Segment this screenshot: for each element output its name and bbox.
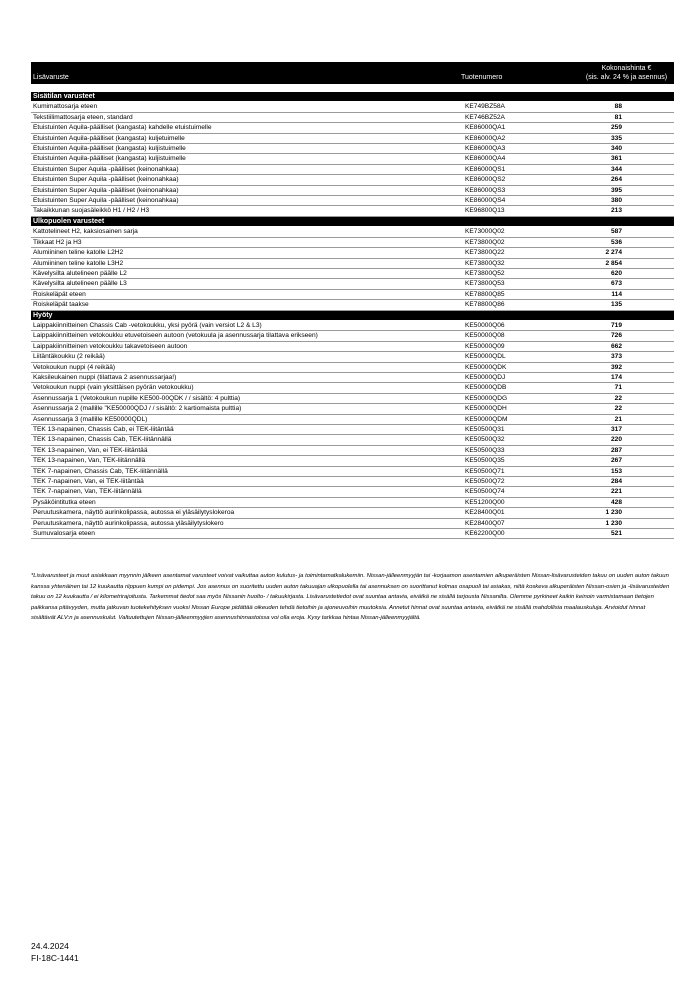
table-row xyxy=(31,529,674,539)
item-code: KE86000QS4 xyxy=(459,196,579,206)
item-code: KE50000Q08 xyxy=(459,331,579,341)
item-name: TEK 13-napainen, Van, ei TEK-liitäntää xyxy=(31,445,459,455)
table-row xyxy=(31,300,674,310)
item-price: 264 xyxy=(579,175,674,185)
price-list xyxy=(31,62,674,539)
item-price: 1 230 xyxy=(579,518,674,528)
item-price: 220 xyxy=(579,435,674,445)
item-code: KE96800Q13 xyxy=(459,206,579,216)
section-header xyxy=(31,310,674,320)
header-price-line1: Kokonaishinta € xyxy=(579,62,674,73)
item-name: Kumimattosarja eteen xyxy=(31,102,459,112)
table-row xyxy=(31,289,674,299)
item-code: KE50000QDM xyxy=(459,414,579,424)
item-code: KE86000QA2 xyxy=(459,133,579,143)
table-row xyxy=(31,154,674,164)
item-code: KE50000Q09 xyxy=(459,341,579,351)
table-row xyxy=(31,477,674,487)
item-name: TEK 7-napainen, Chassis Cab, TEK-liitännällä xyxy=(31,466,459,476)
item-name: Alumiininen teline katolle L2H2 xyxy=(31,248,459,258)
disclaimer-text: *Lisävarusteet ja muut asiakkaan myynnin jälkeen asentamat varusteet voivat vaikuttaa auton kulutus- ja toimintamatkalukemiin. Nissan-jälleenmyyjän tai -korjaamon asentamien alkuperäisten Nissan-lisävarusteiden takuu on uuden auton takuun kanssa yhtenäinen tai 12 kuukautta riippuen kumpi on pidempi. Jos asennus on suoritettu uuden auton takuuajan ulkopuolella tai asennuksen on suorittanut kolmas osapuoli tai asiakas, niitä koskeva alkuperäisten Nissan-osien ja -lisävarusteiden takuu on 12 kuukautta / ei kilometrirajoitusta. Tarkemmat tiedot saa myös Nissanin huolto- / takuukirjasta. Lisävarustetiedot ovat suuntaa antavia, eivätkä ne sisällä tarjousta Nissanilta. Olemme pyrkineet kaikin keinoin varmistamaan tietojen paikkansa pitävyyden, mutta jatkuvan tuotekehityksen vuoksi Nissan Europe pidättää oikeuden tehdä tietoihin ja ajoneuvoihin muutoksia. Annetut hinnat ovat suuntaa antavia, eivätkä ne sisällä mahdollisia maalauskuluja. Arvioidut hinnat sisältävät ALV:n ja asennuskulut. Valtuutettujen Nissan-jälleenmyyjien asennushinnastoissa voi olla eroja. Kysy tarkkaa hintaa Nissan-jälleenmyyjältä. xyxy=(31,573,670,621)
item-price: 587 xyxy=(579,227,674,237)
item-name: Vetokoukun nuppi (vain yksittäisen pyörän vetokoukku) xyxy=(31,383,459,393)
item-code: KE86000QA1 xyxy=(459,123,579,133)
item-price: 22 xyxy=(579,404,674,414)
item-name: Etuistuinten Aquila-päälliset (kangasta) kuljistuimelle xyxy=(31,144,459,154)
item-name: Pysäköintitutka eteen xyxy=(31,497,459,507)
item-name: Laippakiinnitteinen Chassis Cab -vetokoukku, yksi pyörä (vain versiot L2 & L3) xyxy=(31,320,459,330)
item-name: Etuistuinten Super Aquila -päälliset (keinonahkaa) xyxy=(31,164,459,174)
section-title: Sisätilan varusteet xyxy=(31,92,674,102)
table-row xyxy=(31,362,674,372)
table-row xyxy=(31,268,674,278)
header-item: Lisävaruste xyxy=(31,73,459,84)
item-name: Vetokoukun nuppi (4 reikää) xyxy=(31,362,459,372)
item-price: 673 xyxy=(579,279,674,289)
item-code: KE73800Q22 xyxy=(459,248,579,258)
item-name: TEK 7-napainen, Van, ei TEK-liitäntää xyxy=(31,477,459,487)
item-code: KE50500Q35 xyxy=(459,456,579,466)
item-name: Etuistuinten Super Aquila -päälliset (keinonahkaa) xyxy=(31,185,459,195)
table-row xyxy=(31,383,674,393)
table-row xyxy=(31,508,674,518)
accessory-table xyxy=(31,62,674,539)
item-price: 380 xyxy=(579,196,674,206)
item-price: 1 230 xyxy=(579,508,674,518)
item-price: 719 xyxy=(579,320,674,330)
item-price: 284 xyxy=(579,477,674,487)
table-row xyxy=(31,352,674,362)
item-code: KE50500Q72 xyxy=(459,477,579,487)
item-price: 340 xyxy=(579,144,674,154)
item-code: KE73800Q02 xyxy=(459,237,579,247)
table-row xyxy=(31,341,674,351)
item-price: 2 274 xyxy=(579,248,674,258)
item-name: Tikkaat H2 ja H3 xyxy=(31,237,459,247)
item-code: KE86000QS3 xyxy=(459,185,579,195)
table-row xyxy=(31,248,674,258)
section-title: Hyöty xyxy=(31,310,674,320)
item-code: KE50500Q74 xyxy=(459,487,579,497)
item-name: Kävelysilta alutelineen päälle L3 xyxy=(31,279,459,289)
item-price: 428 xyxy=(579,497,674,507)
item-code: KE50000Q06 xyxy=(459,320,579,330)
table-row xyxy=(31,372,674,382)
item-name: Roiskeläpät eteen xyxy=(31,289,459,299)
item-code: KE50000QDJ xyxy=(459,372,579,382)
item-price: 335 xyxy=(579,133,674,143)
table-row xyxy=(31,404,674,414)
item-name: Kaksileukainen nuppi (tilattava 2 asennussarjaa!) xyxy=(31,372,459,382)
table-row xyxy=(31,102,674,112)
item-code: KE73800Q32 xyxy=(459,258,579,268)
item-price: 726 xyxy=(579,331,674,341)
item-price: 259 xyxy=(579,123,674,133)
item-price: 2 854 xyxy=(579,258,674,268)
item-code: KE749BZ58A xyxy=(459,102,579,112)
item-price: 344 xyxy=(579,164,674,174)
table-row xyxy=(31,185,674,195)
header-code: Tuotenumero xyxy=(459,73,579,84)
item-code: KE78800Q86 xyxy=(459,300,579,310)
item-price: 114 xyxy=(579,289,674,299)
table-row xyxy=(31,435,674,445)
table-row xyxy=(31,237,674,247)
item-name: TEK 7-napainen, Van, TEK-liitännällä xyxy=(31,487,459,497)
item-code: KE86000QS2 xyxy=(459,175,579,185)
item-name: Asennussarja 3 (mallille KE50000QDL) xyxy=(31,414,459,424)
table-row xyxy=(31,466,674,476)
item-name: Etuistuinten Aquila-päälliset (kangasta) kahdelle etuistuimelle xyxy=(31,123,459,133)
item-price: 88 xyxy=(579,102,674,112)
item-price: 21 xyxy=(579,414,674,424)
item-price: 135 xyxy=(579,300,674,310)
item-price: 620 xyxy=(579,268,674,278)
item-code: KE50500Q33 xyxy=(459,445,579,455)
item-code: KE86000QA3 xyxy=(459,144,579,154)
section-title: Ulkopuolen varusteet xyxy=(31,216,674,226)
table-row xyxy=(31,279,674,289)
table-row xyxy=(31,144,674,154)
item-code: KE51200Q00 xyxy=(459,497,579,507)
table-row xyxy=(31,456,674,466)
item-name: Alumiininen teline katolle L3H2 xyxy=(31,258,459,268)
item-code: KE86000QA4 xyxy=(459,154,579,164)
item-name: Kattotelineet H2, kaksiosainen sarja xyxy=(31,227,459,237)
item-price: 153 xyxy=(579,466,674,476)
item-code: KE50000QDK xyxy=(459,362,579,372)
item-name: Laippakiinnitteinen vetokoukku etuvetoiseen autoon (vetokuula ja asennussarja tilattava erikseen) xyxy=(31,331,459,341)
item-price: 392 xyxy=(579,362,674,372)
item-price: 662 xyxy=(579,341,674,351)
item-name: Laippakiinnitteinen vetokoukku takavetoiseen autoon xyxy=(31,341,459,351)
item-code: KE86000QS1 xyxy=(459,164,579,174)
table-row xyxy=(31,206,674,216)
item-name: Etuistuinten Super Aquila -päälliset (keinonahkaa) xyxy=(31,196,459,206)
item-name: Tekstiilimattosarja eteen, standard xyxy=(31,112,459,122)
item-price: 373 xyxy=(579,352,674,362)
table-row xyxy=(31,497,674,507)
item-name: Takaikkunan suojasäleikkö H1 / H2 / H3 xyxy=(31,206,459,216)
item-price: 361 xyxy=(579,154,674,164)
item-code: KE73800Q52 xyxy=(459,268,579,278)
section-header xyxy=(31,216,674,226)
item-price: 81 xyxy=(579,112,674,122)
item-name: Asennussarja 1 (Vetokoukun nupille KE500-00QDK / / sisältö: 4 pulttia) xyxy=(31,393,459,403)
item-code: KE746BZ52A xyxy=(459,112,579,122)
footer xyxy=(31,940,79,964)
item-price: 174 xyxy=(579,372,674,382)
item-code: KE28400Q07 xyxy=(459,518,579,528)
table-row xyxy=(31,445,674,455)
item-name: TEK 13-napainen, Chassis Cab, TEK-liitännällä xyxy=(31,435,459,445)
table-row xyxy=(31,518,674,528)
item-name: Kävelysilta alutelineen päälle L2 xyxy=(31,268,459,278)
item-name: TEK 13-napainen, Chassis Cab, ei TEK-liitäntää xyxy=(31,425,459,435)
item-price: 22 xyxy=(579,393,674,403)
table-row xyxy=(31,164,674,174)
footer-date: 24.4.2024 xyxy=(31,941,69,951)
item-code: KE50500Q31 xyxy=(459,425,579,435)
item-price: 536 xyxy=(579,237,674,247)
table-row xyxy=(31,425,674,435)
item-name: Liitäntäkoukku (2 reikää) xyxy=(31,352,459,362)
item-name: Peruutuskamera, näyttö aurinkolipassa, autossa yläsäilytyslokero xyxy=(31,518,459,528)
header-spacer xyxy=(31,84,674,92)
item-code: KE73000Q02 xyxy=(459,227,579,237)
item-code: KE50000QDH xyxy=(459,404,579,414)
item-name: Roiskeläpät taakse xyxy=(31,300,459,310)
section-header xyxy=(31,92,674,102)
item-name: Etuistuinten Aquila-päälliset (kangasta) kuljetuimelle xyxy=(31,133,459,143)
table-row xyxy=(31,487,674,497)
table-row xyxy=(31,133,674,143)
item-price: 287 xyxy=(579,445,674,455)
item-code: KE50000QDL xyxy=(459,352,579,362)
item-price: 213 xyxy=(579,206,674,216)
table-row xyxy=(31,414,674,424)
item-price: 395 xyxy=(579,185,674,195)
item-price: 317 xyxy=(579,425,674,435)
footer-doc-code: FI-18C-1441 xyxy=(31,953,79,963)
item-name: TEK 13-napainen, Van, TEK-liitännällä xyxy=(31,456,459,466)
table-body xyxy=(31,84,674,539)
table-row xyxy=(31,393,674,403)
item-price: 521 xyxy=(579,529,674,539)
item-name: Sumuvalosarja eteen xyxy=(31,529,459,539)
item-price: 267 xyxy=(579,456,674,466)
item-price: 221 xyxy=(579,487,674,497)
item-code: KE28400Q01 xyxy=(459,508,579,518)
item-code: KE73800Q53 xyxy=(459,279,579,289)
item-price: 71 xyxy=(579,383,674,393)
table-row xyxy=(31,175,674,185)
item-code: KE50000QDG xyxy=(459,393,579,403)
table-row xyxy=(31,123,674,133)
table-header xyxy=(31,62,674,84)
table-row xyxy=(31,258,674,268)
item-name: Etuistuinten Aquila-päälliset (kangasta) kuljistuimelle xyxy=(31,154,459,164)
table-row xyxy=(31,196,674,206)
table-row xyxy=(31,331,674,341)
item-code: KE62200Q00 xyxy=(459,529,579,539)
table-row xyxy=(31,320,674,330)
table-row xyxy=(31,112,674,122)
item-code: KE78800Q85 xyxy=(459,289,579,299)
item-code: KE50500Q71 xyxy=(459,466,579,476)
item-code: KE50500Q32 xyxy=(459,435,579,445)
table-row xyxy=(31,227,674,237)
item-code: KE50000QDB xyxy=(459,383,579,393)
item-name: Etuistuinten Super Aquila -päälliset (keinonahkaa) xyxy=(31,175,459,185)
item-name: Asennussarja 2 (mallille "KE50000QDJ / / sisältö: 2 kartiomaista pulttia) xyxy=(31,404,459,414)
item-name: Peruutuskamera, näyttö aurinkolipassa, autossa ei yläsäilytyslokeroa xyxy=(31,508,459,518)
header-price-line2: (sis. alv. 24 % ja asennus) xyxy=(579,73,674,84)
